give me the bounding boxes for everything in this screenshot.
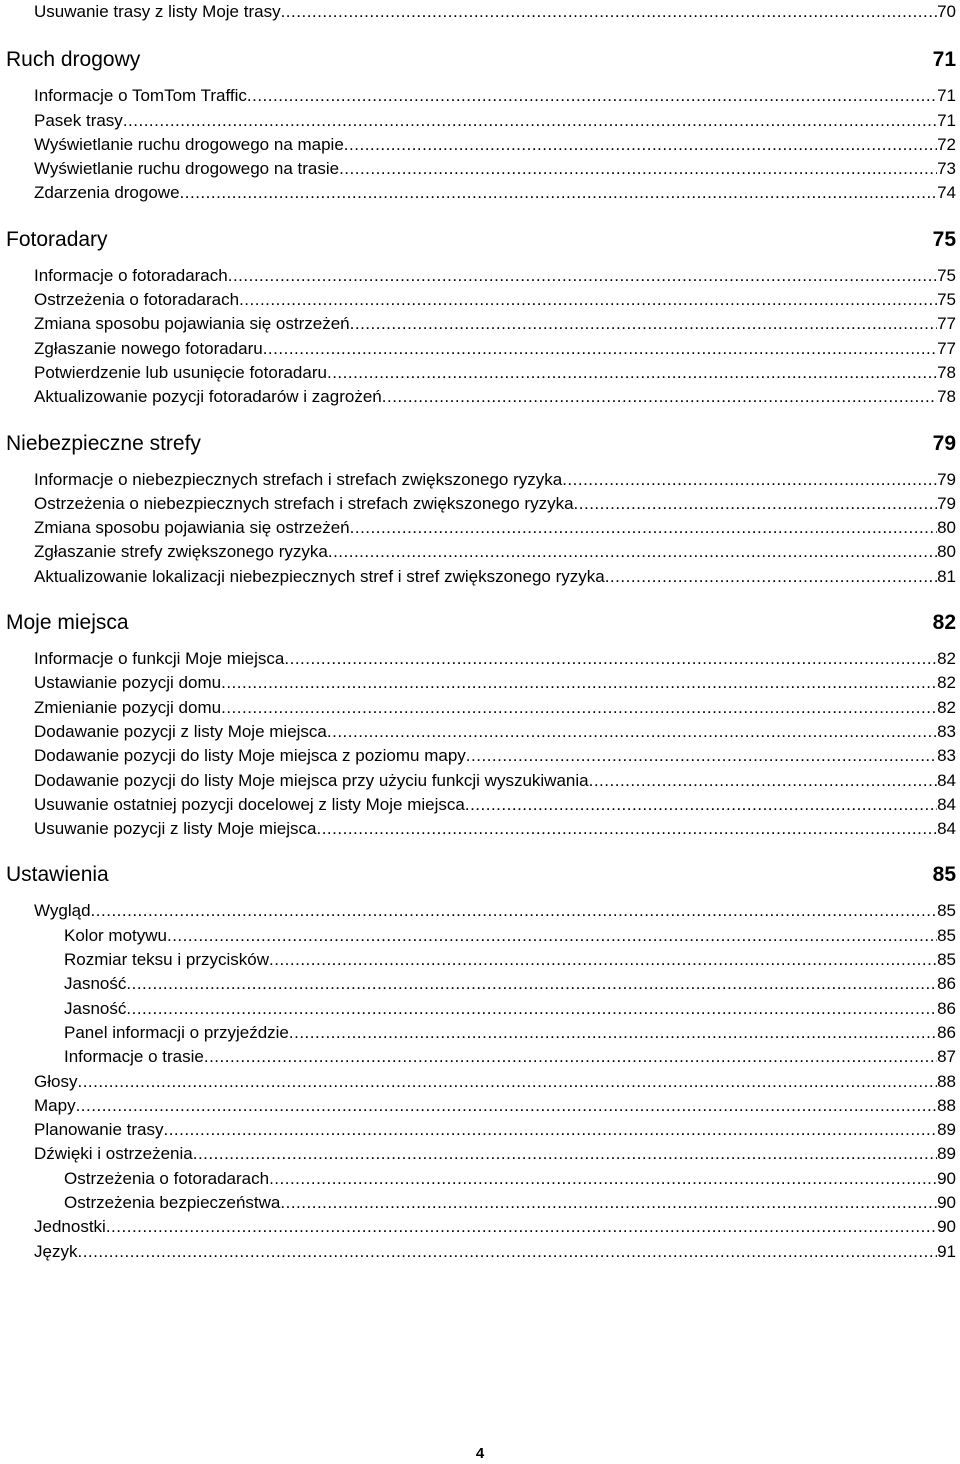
- toc-entry-page: 86: [937, 998, 956, 1018]
- toc-entry[interactable]: [6, 361, 956, 385]
- toc-entry-title: Dodawanie pozycji do listy Moje miejsca z poziomu mapy: [34, 746, 466, 766]
- toc-entry-page: 85: [937, 950, 956, 970]
- toc-entry[interactable]: [6, 817, 956, 841]
- dot-leader: [269, 1167, 937, 1191]
- chapter-title: Moje miejsca: [6, 611, 129, 635]
- dot-leader: [126, 997, 937, 1021]
- toc-entry[interactable]: [6, 516, 956, 540]
- dot-leader: [316, 817, 937, 841]
- toc-entry-title: Ustawianie pozycji domu: [34, 673, 222, 693]
- chapter-title: Niebezpieczne strefy: [6, 431, 201, 455]
- toc-entry-title: Aktualizowanie lokalizacji niebezpiecznych stref i stref zwiększonego ryzyka: [34, 566, 605, 586]
- toc-entry-title: Dodawanie pozycji z listy Moje miejsca: [34, 721, 327, 741]
- toc-entry-page: 88: [937, 1095, 956, 1115]
- toc-entry-page: 90: [937, 1168, 956, 1188]
- toc-entry-page: 91: [937, 1241, 956, 1261]
- dot-leader: [247, 84, 937, 108]
- toc-entry-page: 80: [937, 518, 956, 538]
- dot-leader: [126, 972, 937, 996]
- dot-leader: [167, 924, 937, 948]
- toc-entry[interactable]: [6, 492, 956, 516]
- toc-entry[interactable]: [6, 84, 956, 108]
- toc-entry-title: Ostrzeżenia bezpieczeństwa: [64, 1192, 281, 1212]
- toc-entry-page: 84: [937, 819, 956, 839]
- toc-entry[interactable]: [6, 1045, 956, 1069]
- dot-leader: [344, 133, 937, 157]
- dot-leader: [466, 744, 937, 768]
- chapter-heading[interactable]: [6, 430, 956, 458]
- toc-entry-page: 84: [937, 770, 956, 790]
- toc-entry[interactable]: [6, 540, 956, 564]
- toc-entry-title: Wyświetlanie ruchu drogowego na mapie: [34, 134, 344, 154]
- toc-entry[interactable]: [6, 720, 956, 744]
- dot-leader: [123, 109, 937, 133]
- toc-entry-title: Rozmiar teksu i przycisków: [64, 950, 269, 970]
- page-number: 4: [475, 1445, 485, 1462]
- dot-leader: [280, 1191, 937, 1215]
- toc-entry-page: 72: [937, 134, 956, 154]
- toc-entry[interactable]: [6, 696, 956, 720]
- chapter-page: 75: [932, 227, 956, 251]
- chapter-title: Ruch drogowy: [6, 48, 141, 72]
- toc-entry-page: 89: [937, 1144, 956, 1164]
- toc-entry[interactable]: [6, 264, 956, 288]
- dot-leader: [221, 671, 937, 695]
- toc-entry[interactable]: [6, 288, 956, 312]
- toc-entry[interactable]: [6, 972, 956, 996]
- dot-leader: [269, 948, 937, 972]
- toc-entry-page: 86: [937, 974, 956, 994]
- toc-entry[interactable]: [6, 0, 956, 24]
- toc-entry-page: 88: [937, 1071, 956, 1091]
- toc-entry[interactable]: [6, 769, 956, 793]
- dot-leader: [281, 0, 938, 24]
- toc-entry[interactable]: [6, 997, 956, 1021]
- dot-leader: [562, 468, 937, 492]
- dot-leader: [574, 492, 938, 516]
- chapter-heading[interactable]: [6, 226, 956, 254]
- toc-entry-title: Jasność: [64, 974, 127, 994]
- toc-entry-title: Potwierdzenie lub usunięcie fotoradaru: [34, 362, 327, 382]
- toc-entry-page: 79: [937, 469, 956, 489]
- toc-entry-title: Panel informacji o przyjeździe: [64, 1022, 289, 1042]
- toc-entry-title: Pasek trasy: [34, 110, 123, 130]
- chapter-title: Ustawienia: [6, 863, 109, 887]
- dot-leader: [605, 565, 937, 589]
- toc-entry-page: 82: [937, 649, 956, 669]
- chapter-heading[interactable]: [6, 609, 956, 637]
- toc-entry-title: Wyświetlanie ruchu drogowego na trasie: [34, 159, 340, 179]
- toc-entry[interactable]: [6, 1070, 956, 1094]
- toc-entry-page: 86: [937, 1022, 956, 1042]
- dot-leader: [465, 793, 937, 817]
- dot-leader: [239, 288, 937, 312]
- toc-entry-title: Dodawanie pozycji do listy Moje miejsca przy użyciu funkcji wyszukiwania: [34, 770, 589, 790]
- dot-leader: [339, 157, 937, 181]
- toc-entry[interactable]: [6, 1191, 956, 1215]
- toc-entry-page: 89: [937, 1120, 956, 1140]
- toc-entry[interactable]: [6, 647, 956, 671]
- dot-leader: [204, 1045, 937, 1069]
- toc-entry-page: 73: [937, 159, 956, 179]
- chapter-title: Fotoradary: [6, 227, 108, 251]
- toc-entry-title: Ostrzeżenia o niebezpiecznych strefach i strefach zwiększonego ryzyka: [34, 493, 574, 513]
- toc-entry-page: 70: [937, 2, 956, 21]
- toc-entry-title: Jednostki: [34, 1217, 106, 1237]
- toc-entry-title: Kolor motywu: [64, 925, 167, 945]
- dot-leader: [328, 540, 937, 564]
- toc-entry-title: Zmiana sposobu pojawiania się ostrzeżeń: [34, 518, 350, 538]
- chapter-page: 71: [932, 48, 956, 72]
- dot-leader: [180, 181, 938, 205]
- dot-leader: [163, 1118, 937, 1142]
- dot-leader: [350, 516, 937, 540]
- chapter-heading[interactable]: [6, 861, 956, 889]
- toc-entry[interactable]: [6, 181, 956, 205]
- toc-entry-title: Głosy: [34, 1071, 78, 1091]
- toc-entry-page: 75: [937, 265, 956, 285]
- chapter-page: 85: [932, 863, 956, 887]
- toc-entry-title: Zmiana sposobu pojawiania się ostrzeżeń: [34, 314, 350, 334]
- toc-entry-title: Zmienianie pozycji domu: [34, 697, 222, 717]
- toc-entry-page: 83: [937, 746, 956, 766]
- toc-entry-page: 81: [937, 566, 956, 586]
- toc-entry-page: 77: [937, 314, 956, 334]
- toc-entry[interactable]: [6, 1021, 956, 1045]
- dot-leader: [263, 337, 937, 361]
- toc-entry-title: Zdarzenia drogowe: [34, 183, 180, 203]
- toc-entry-page: 90: [937, 1217, 956, 1237]
- toc-entry[interactable]: [6, 948, 956, 972]
- toc-entry-title: Informacje o fotoradarach: [34, 265, 228, 285]
- dot-leader: [91, 899, 938, 923]
- toc-entry-title: Informacje o trasie: [64, 1047, 204, 1067]
- dot-leader: [289, 1021, 937, 1045]
- toc-entry-title: Jasność: [64, 998, 127, 1018]
- table-of-contents: [6, 0, 956, 1264]
- toc-entry-page: 77: [937, 338, 956, 358]
- toc-entry-page: 84: [937, 794, 956, 814]
- toc-entry[interactable]: [6, 924, 956, 948]
- toc-entry[interactable]: [6, 1142, 956, 1166]
- toc-entry[interactable]: [6, 109, 956, 133]
- toc-entry-title: Ostrzeżenia o fotoradarach: [34, 290, 240, 310]
- dot-leader: [77, 1070, 937, 1094]
- toc-entry-title: Planowanie trasy: [34, 1120, 164, 1140]
- toc-entry-title: Wygląd: [34, 901, 91, 921]
- toc-entry-title: Informacje o TomTom Traffic: [34, 86, 247, 106]
- toc-entry-page: 82: [937, 697, 956, 717]
- dot-leader: [76, 1094, 938, 1118]
- toc-entry-page: 71: [937, 110, 956, 130]
- toc-entry-page: 78: [937, 362, 956, 382]
- toc-entry[interactable]: [6, 337, 956, 361]
- toc-entry-page: 79: [937, 493, 956, 513]
- toc-entry-title: Zgłaszanie nowego fotoradaru: [34, 338, 263, 358]
- toc-entry-title: Dźwięki i ostrzeżenia: [34, 1144, 193, 1164]
- toc-entry-title: Informacje o niebezpiecznych strefach i strefach zwiększonego ryzyka: [34, 469, 563, 489]
- toc-sections: [6, 46, 956, 1264]
- chapter-page: 82: [932, 611, 956, 635]
- toc-entry-page: 83: [937, 721, 956, 741]
- toc-entry-title: Mapy: [34, 1095, 76, 1115]
- dot-leader: [327, 361, 937, 385]
- toc-entry[interactable]: [6, 1094, 956, 1118]
- toc-entry[interactable]: [6, 899, 956, 923]
- toc-entry-page: 82: [937, 673, 956, 693]
- toc-entry-title: Zgłaszanie strefy zwiększonego ryzyka: [34, 542, 328, 562]
- toc-entry-page: 90: [937, 1192, 956, 1212]
- dot-leader: [327, 720, 937, 744]
- toc-entry-page: 71: [937, 86, 956, 106]
- dot-leader: [589, 769, 937, 793]
- dot-leader: [350, 312, 937, 336]
- toc-entry[interactable]: [6, 133, 956, 157]
- toc-entry[interactable]: [6, 1240, 956, 1264]
- toc-entry-page: 74: [937, 183, 956, 203]
- toc-entry[interactable]: [6, 744, 956, 768]
- toc-entry-page: 78: [937, 387, 956, 407]
- toc-entry[interactable]: [6, 1118, 956, 1142]
- dot-leader: [284, 647, 937, 671]
- dot-leader: [193, 1142, 937, 1166]
- toc-entry-page: 87: [937, 1047, 956, 1067]
- dot-leader: [382, 385, 937, 409]
- toc-entry-title: Język: [34, 1241, 78, 1261]
- toc-entry[interactable]: [6, 385, 956, 409]
- chapter-page: 79: [932, 431, 956, 455]
- toc-entry-title: Informacje o funkcji Moje miejsca: [34, 649, 285, 669]
- toc-entry-title: Usuwanie pozycji z listy Moje miejsca: [34, 819, 317, 839]
- toc-entry-title: Usuwanie trasy z listy Moje trasy: [34, 2, 281, 21]
- dot-leader: [77, 1240, 937, 1264]
- toc-entry-page: 85: [937, 901, 956, 921]
- toc-entry-page: 85: [937, 925, 956, 945]
- toc-entry[interactable]: [6, 1167, 956, 1191]
- toc-entry-page: 75: [937, 290, 956, 310]
- toc-entry[interactable]: [6, 468, 956, 492]
- dot-leader: [221, 696, 937, 720]
- toc-entry-page: 80: [937, 542, 956, 562]
- toc-entry[interactable]: [6, 312, 956, 336]
- toc-entry[interactable]: [6, 1215, 956, 1239]
- toc-entry[interactable]: [6, 793, 956, 817]
- toc-entry[interactable]: [6, 671, 956, 695]
- dot-leader: [228, 264, 937, 288]
- toc-entry[interactable]: [6, 157, 956, 181]
- toc-entry-title: Usuwanie ostatniej pozycji docelowej z listy Moje miejsca: [34, 794, 465, 814]
- toc-entry-title: Ostrzeżenia o fotoradarach: [64, 1168, 270, 1188]
- dot-leader: [106, 1215, 937, 1239]
- toc-entry-title: Aktualizowanie pozycji fotoradarów i zagrożeń: [34, 387, 382, 407]
- toc-entry[interactable]: [6, 565, 956, 589]
- chapter-heading[interactable]: [6, 46, 956, 74]
